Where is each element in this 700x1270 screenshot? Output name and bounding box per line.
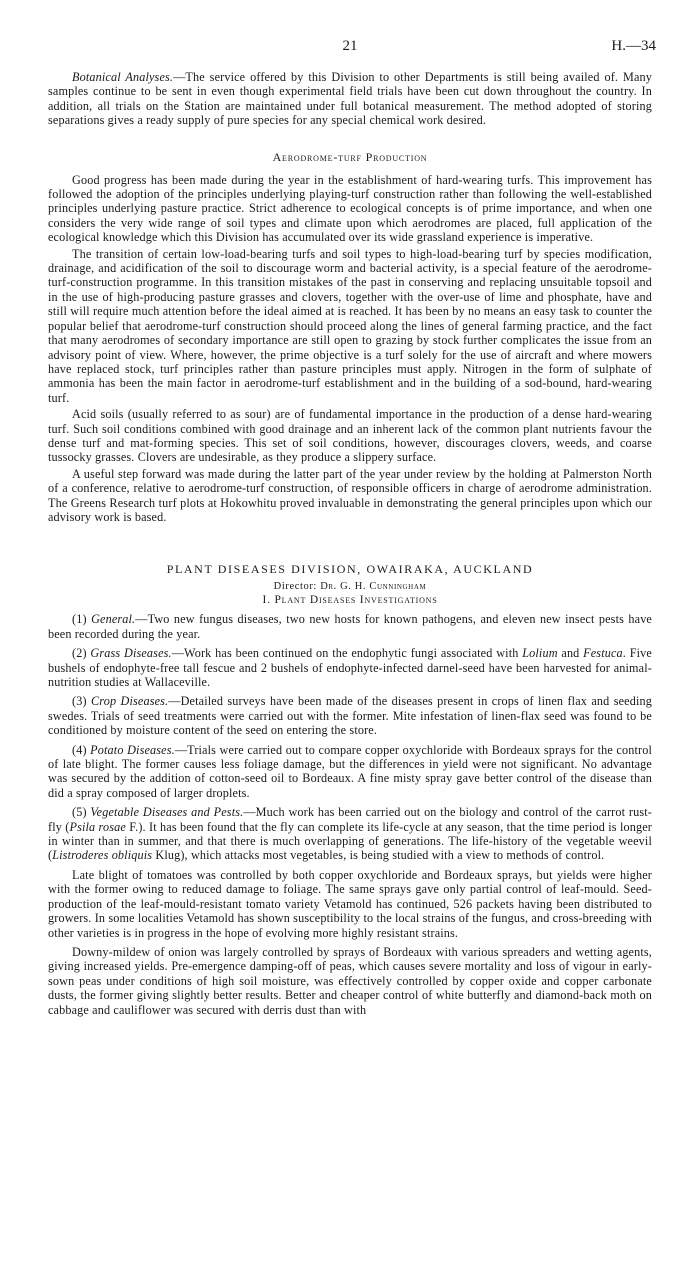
listroderes-term: Listroderes obliquis (52, 848, 153, 863)
general-paragraph (48, 612, 652, 641)
vegetable-text-2: F.). It has been found that the fly can complete its life-cycle at any season, that the time period is longer in winter than in summer, and that there is much overlapping of generations. The life-history of the vegetable weevil ( (48, 819, 652, 863)
botanical-analyses-text: —The service offered by this Division to other Departments is still being availed of. Many samples continue to be sent in even though experimental field trials have been cut down throughout the country. In addition, all trials on the Station are maintained under full botanical measurement. The method adopted of storing separations gives a ready supply of pure species for any special chemical work desired. (48, 70, 652, 128)
section-heading (48, 594, 652, 606)
director-name: Dr. G. H. Cunningham (320, 581, 427, 593)
crop-diseases-paragraph (48, 694, 652, 737)
potato-lead: Potato Diseases. (90, 742, 175, 757)
vegetable-lead: Vegetable Diseases and Pests. (90, 805, 244, 820)
aerodrome-paragraph-2: The transition of certain low-load-bearing turfs and soil types to high-load-bearing turf by species modification, drainage, and acidification of the soil to discourage worm and bacterial activity, is a special feature of the aerodrome-turf-construction programme. In this transition mistakes of the past in conserving and replacing unsuitable topsoil and in the use of high-producing pasture grasses and clovers, together with the over-use of lime and phosphate, have and still will require much attention before the ideal aimed at is reached. It has been by no means an easy task to counter the popular belief that aerodrome-turf construction should proceed along the lines of general farming practice, and the fact that many aerodromes of secondary importance are still open to grazing by stock further complicates the issue from an advisory point of view. Where, however, the prime objective is a turf solely for the use of aircraft and where mowers have replaced stock, turf principles rather than pasture principles must apply. Nitrogen in the form of sulphate of ammonia has been the main factor in aerodrome-turf establishment and in the building of a sod-bound, hard-wearing turf. (48, 246, 652, 405)
general-number: (1) (72, 612, 92, 627)
aerodrome-paragraph-3: Acid soils (usually referred to as sour) are of fundamental importance in the production of a dense hard-wearing turf. Such soil conditions combined with good drainage and an inherent lack of the common plant nutrients favour the dense turf and mat-forming species. This set of soil conditions, however, discourages clovers, weeds, and coarse tussocky grasses. Clovers are undesirable, as they produce a slippery surface. (48, 407, 652, 465)
general-lead: General. (91, 612, 136, 627)
grass-text-1: —Work has been continued on the endophytic fungi associated with (171, 646, 523, 661)
director-line (48, 581, 652, 592)
grass-diseases-paragraph (48, 646, 652, 689)
aerodrome-turf-heading: Aerodrome-turf Production (272, 149, 428, 164)
potato-text: —Trials were carried out to compare copper oxychloride with Bordeaux sprays for the control of late blight. The former causes less foliage damage, but the differences in yield were not significant. No advantage was secured by the addition of cotton-seed oil to Bordeaux. A fine misty spray gave better control of the disease than did a spray composed of larger droplets. (48, 742, 652, 800)
vegetable-text-3: Klug), which attacks most vegetables, is being studied with a view to methods of control. (152, 848, 605, 863)
page-number: 21 (342, 38, 358, 54)
section-title: Plant Diseases Investigations (274, 594, 438, 607)
grass-text-2: and (557, 646, 584, 661)
director-label: Director: (273, 581, 317, 593)
downy-mildew-paragraph: Downy-mildew of onion was largely controlled by sprays of Bordeaux with various spreaders and wetting agents, giving increased yields. Pre-emergence damping-off of peas, which causes severe mortality and loss of vigour in early-sown peas under conditions of high soil moisture, was effectively controlled by copper oxide and copper carbonate dusts, the former giving slightly better results. Better and cheaper control of white butterfly and diamond-back moth on cabbage and cauliflower was secured with derris dust than with (48, 944, 652, 1017)
division-heading: PLANT DISEASES DIVISION, OWAIRAKA, AUCKLAND (166, 562, 534, 577)
grass-number: (2) (72, 646, 91, 661)
grass-text-3: . Five bushels of endophyte-free tall fescue and 2 bushels of endophyte-infected darnel-seed have been harvested for animal-nutrition studies at Wallaceville. (48, 646, 652, 689)
section-number: I. (262, 594, 271, 607)
potato-diseases-paragraph (48, 743, 652, 801)
aerodrome-paragraph-4: A useful step forward was made during the latter part of the year under review by the holding at Palmerston North of a conference, relative to aerodrome-turf construction, of responsible officers in charge of aerodrome administration. The Greens Research turf plots at Hokowhitu proved invaluable in demonstrating the general principles upon which our advisory work is based. (48, 466, 652, 524)
crop-lead: Crop Diseases. (91, 694, 169, 709)
potato-number: (4) (72, 742, 91, 757)
psila-rosae-term: Psila rosae (69, 819, 126, 834)
vegetable-diseases-paragraph (48, 805, 652, 863)
festuca-term: Festuca (583, 646, 623, 661)
vegetable-number: (5) (72, 805, 91, 820)
general-text: —Two new fungus diseases, two new hosts for known pathogens, and eleven new insect pests have been recorded during the year. (48, 612, 652, 641)
vegetable-text-1: —Much work has been carried out on the biology and control of the carrot rust-fly ( (48, 805, 653, 834)
grass-lead: Grass Diseases. (90, 646, 172, 661)
lolium-term: Lolium (522, 646, 558, 661)
aerodrome-paragraph-1: Good progress has been made during the year in the establishment of hard-wearing turfs. This improvement has followed the adoption of the principles underlying playing-turf construction rather than following the well-established principles underlying pasture practice. Strict adherence to ecological concepts is of prime importance, and when one considers the very wide range of soil types and climate upon which aerodromes are placed, full application of the ecological knowledge which this Division has accumulated over its wide grassland experience is imperative. (48, 172, 652, 245)
document-reference: H.—34 (611, 38, 656, 54)
botanical-analyses-lead: Botanical Analyses. (72, 70, 174, 84)
page-content (48, 70, 652, 1019)
crop-text: —Detailed surveys have been made of the diseases present in crops of linen flax and seeding swedes. Trials of seed treatments were carried out with the former. Mite infestation of linen-flax seed was found to be conditioned by moisture content of the seed on entering the store. (48, 694, 653, 738)
late-blight-paragraph: Late blight of tomatoes was controlled by both copper oxychloride and Bordeaux sprays, but yields were higher with the former owing to reduced damage to foliage. The same sprays gave only partial control of leaf-mould. Seed-production of the leaf-mould-resistant tomato variety Vetamold has continued, 526 packets having been distributed to growers. In some localities Vetamold has shown susceptibility to the local strains of the fungus, and cross-breeding with other varieties is in progress in the hope of evolving more highly resistant strains. (48, 867, 652, 940)
crop-number: (3) (72, 694, 91, 709)
botanical-analyses-paragraph (48, 70, 652, 128)
